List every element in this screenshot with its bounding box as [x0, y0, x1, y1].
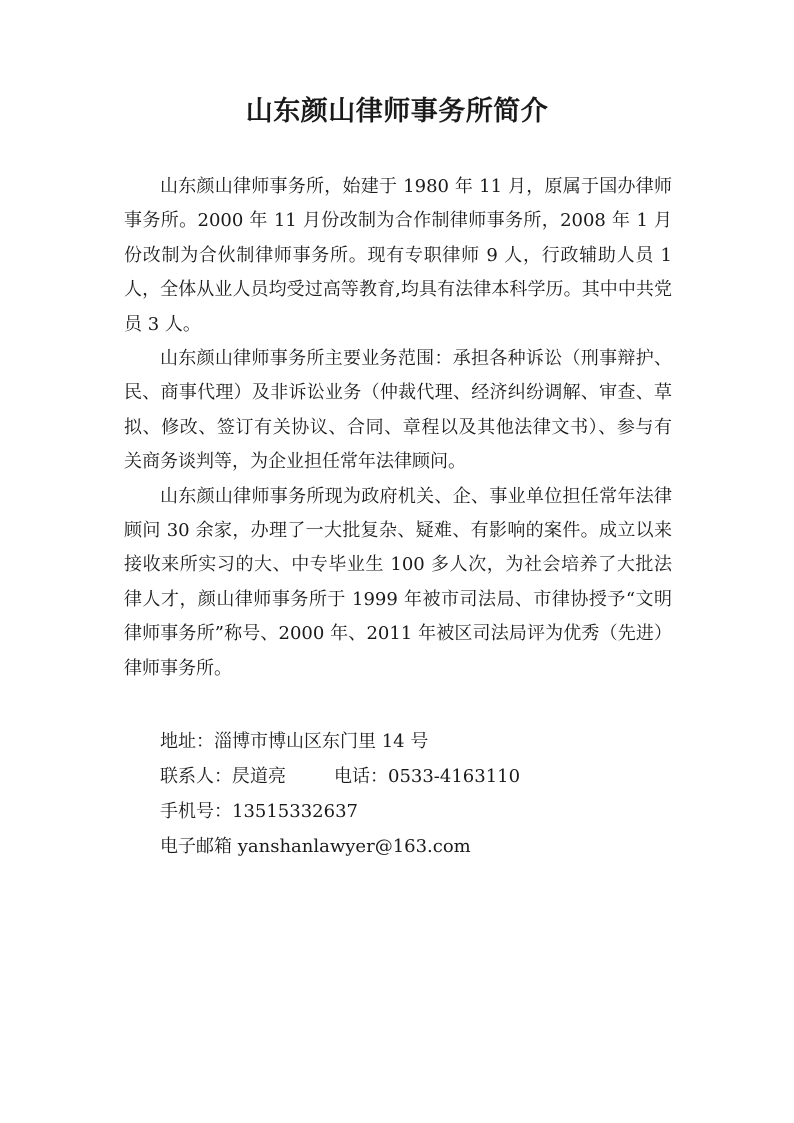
paragraph-business-scope: 山东颜山律师事务所主要业务范围：承担各种诉讼（刑事辩护、民、商事代理）及非诉讼业务（仲裁代理、经济纠纷调解、审查、草拟、修改、签订有关协议、合同、章程以及其他法律文书）、参与有关商务谈判等，为企业担任常年法律顾问。: [124, 348, 672, 473]
mobile-line: 手机号：13515332637: [160, 801, 358, 822]
address-line: 地址：淄博市博山区东门里 14 号: [160, 731, 429, 752]
contact-block: [160, 724, 520, 864]
paragraph-overview: 山东颜山律师事务所，始建于 1980 年 11 月，原属于国办律师事务所。2000 年 11 月份改制为合作制律师事务所，2008 年 1 月份改制为合伙制律师事务所。现有专职律师 9 人，行政辅助人员 1 人，全体从业人员均受过高等教育,均具有法律本科学历。其中中共党员 3 人。: [124, 176, 672, 335]
phone-number: 电话：0533-4163110: [334, 766, 521, 787]
email-line: 电子邮箱 yanshanlawyer@163.com: [160, 836, 471, 857]
paragraph-achievements: 山东颜山律师事务所现为政府机关、企、事业单位担任常年法律顾问 30 余家，办理了一大批复杂、疑难、有影响的案件。成立以来接收来所实习的大、中专毕业生 100 多人次，为社会培养了大批法律人才，颜山律师事务所于 1999 年被市司法局、市律协授予“文明律师事务所”称号、2000 年、2011 年被区司法局评为优秀（先进）律师事务所。: [124, 485, 672, 679]
page-title: 山东颜山律师事务所简介: [245, 96, 549, 127]
contact-person: 联系人：昃道亮: [160, 766, 286, 787]
document-body: [124, 170, 672, 686]
contact-person-line: [160, 759, 520, 794]
